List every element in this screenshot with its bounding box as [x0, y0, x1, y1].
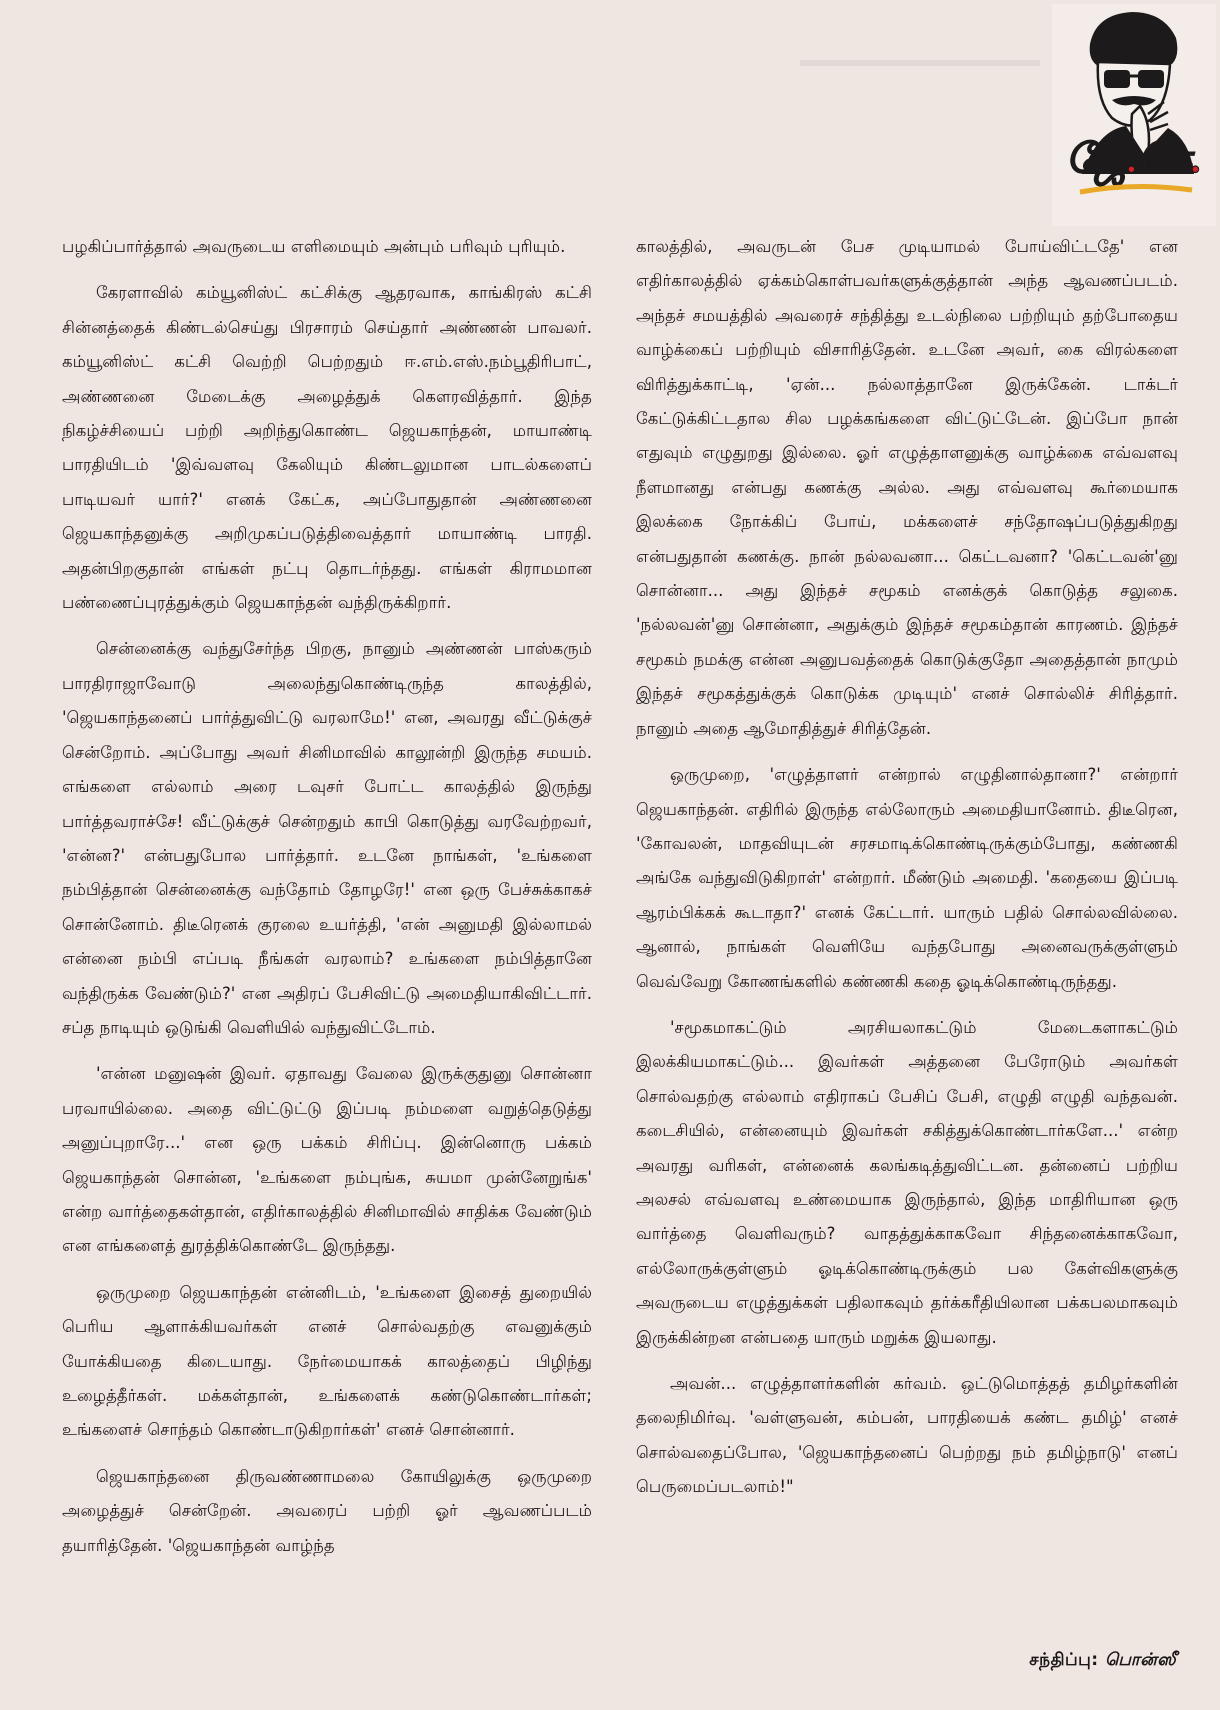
byline-label: சந்திப்பு:	[1029, 1650, 1099, 1670]
portrait-sketch-icon	[1052, 4, 1216, 226]
left-paragraph-5: ஒருமுறை ஜெயகாந்தன் என்னிடம், 'உங்களை இசைத் துறையில் பெரிய ஆளாக்கியவர்கள் எனச் சொல்வதற்கு எவனுக்கும் யோக்கியதை கிடையாது. நேர்மையாகக் காலத்தைப் பிழிந்து உழைத்தீர்கள். மக்கள்தான், உங்களைக் கண்டுகொண்டார்கள்; உங்களைச் சொந்தம் கொண்டாடுகிறார்கள்' எனச் சொன்னார்.	[62, 1282, 592, 1440]
right-paragraph-2: ஒருமுறை, 'எழுத்தாளர் என்றால் எழுதினால்தானா?' என்றார் ஜெயகாந்தன். எதிரில் இருந்த எல்லோரும் அமைதியானோம். திடீரென, 'கோவலன், மாதவியுடன் சரசமாடிக்கொண்டிருக்கும்போது, கண்ணகி அங்கே வந்துவிடுகிறாள்' என்றார். மீண்டும் அமைதி. 'கதையை இப்படி ஆரம்பிக்கக் கூடாதா?' எனக் கேட்டார். யாரும் பதில் சொல்லவில்லை. ஆனால், நாங்கள் வெளியே வந்தபோது அனைவருக்குள்ளும் வெவ்வேறு கோணங்களில் கண்ணகி கதை ஓடிக்கொண்டிருந்தது.	[636, 765, 1178, 991]
byline-name: பொன்ஸீ	[1105, 1650, 1176, 1670]
left-paragraph-6: ஜெயகாந்தனை திருவண்ணாமலை கோயிலுக்கு ஒருமுறை அழைத்துச் சென்றேன். அவரைப் பற்றி ஓர் ஆவணப்படம் தயாரித்தேன். 'ஜெயகாந்தன் வாழ்ந்த	[62, 1466, 592, 1555]
right-paragraph-3: 'சமூகமாகட்டும் அரசியலாகட்டும் மேடைகளாகட்டும் இலக்கியமாகட்டும்... இவர்கள் அத்தனை பேரோடும் அவர்கள் சொல்வதற்கு எல்லாம் எதிராகப் பேசிப் பேசி, எழுதி எழுதி வந்தவன். கடைசியில், என்னையும் இவர்கள் சகித்துக்கொண்டார்களே...' என்ற அவரது வரிகள், என்னைக் கலங்கடித்துவிட்டன. தன்னைப் பற்றிய அலசல் எவ்வளவு உண்மையாக இருந்தால், இந்த மாதிரியான ஒரு வார்த்தை வெளிவரும்? வாதத்துக்காகவோ சிந்தனைக்காகவோ, எல்லோருக்குள்ளும் ஓடிக்கொண்டிருக்கும் பல கேள்விகளுக்கு அவருடைய எழுத்துக்கள் பதிலாகவும் தர்க்கரீதியிலான பக்கபலமாகவும் இருக்கின்றன என்பதை யாரும் மறுக்க இயலாது.	[636, 1017, 1178, 1347]
author-portrait-logo	[1052, 4, 1216, 226]
byline	[1029, 1650, 1176, 1672]
left-column	[62, 230, 592, 1563]
right-paragraph-4: அவன்... எழுத்தாளர்களின் கர்வம். ஒட்டுமொத்தத் தமிழர்களின் தலைநிமிர்வு. 'வள்ளுவன், கம்பன், பாரதியைக் கண்ட தமிழ்' எனச் சொல்வதைப்போல, 'ஜெயகாந்தனைப் பெற்றது நம் தமிழ்நாடு' எனப் பெருமைப்படலாம்!"	[636, 1374, 1178, 1497]
left-paragraph-3: சென்னைக்கு வந்துசேர்ந்த பிறகு, நானும் அண்ணன் பாஸ்கரும் பாரதிராஜாவோடு அலைந்துகொண்டிருந்த காலத்தில், 'ஜெயகாந்தனைப் பார்த்துவிட்டு வரலாமே!' என, அவரது வீட்டுக்குச் சென்றோம். அப்போது அவர் சினிமாவில் காலூன்றி இருந்த சமயம். எங்களை எல்லாம் அரை டவுசர் போட்ட காலத்தில் இருந்து பார்த்தவராச்சே! வீட்டுக்குச் சென்றதும் காபி கொடுத்து வரவேற்றவர், 'என்ன?' என்பதுபோல பார்த்தார். உடனே நாங்கள், 'உங்களை நம்பித்தான் சென்னைக்கு வந்தோம் தோழரே!' என ஒரு பேச்சுக்காகச் சொன்னோம். திடீரெனக் குரலை உயர்த்தி, 'என் அனுமதி இல்லாமல் என்னை நம்பி எப்படி நீங்கள் வரலாம்? உங்களை நம்பித்தானே வந்திருக்க வேண்டும்?' என அதிரப் பேசிவிட்டு அமைதியாகிவிட்டார். சப்த நாடியும் ஒடுங்கி வெளியில் வந்துவிட்டோம்.	[62, 639, 592, 1037]
left-paragraph-4: 'என்ன மனுஷன் இவர். ஏதாவது வேலை இருக்குதுனு சொன்னா பரவாயில்லை. அதை விட்டுட்டு இப்படி நம்மளை வறுத்தெடுத்து அனுப்புறாரே...' என ஒரு பக்கம் சிரிப்பு. இன்னொரு பக்கம் ஜெயகாந்தன் சொன்ன, 'உங்களை நம்புங்க, சுயமா முன்னேறுங்க' என்ற வார்த்தைகள்தான், எதிர்காலத்தில் சினிமாவில் சாதிக்க வேண்டும் என எங்களைத் துரத்திக்கொண்டே இருந்தது.	[62, 1064, 592, 1256]
right-column	[636, 230, 1178, 1505]
right-paragraph-1: காலத்தில், அவருடன் பேச முடியாமல் போய்விட்டதே' என எதிர்காலத்தில் ஏக்கம்கொள்பவர்களுக்குத்தான் அந்த ஆவணப்படம். அந்தச் சமயத்தில் அவரைச் சந்தித்து உடல்நிலை பற்றியும் தற்போதைய வாழ்க்கைப் பற்றியும் விசாரித்தேன். உடனே அவர், கை விரல்களை விரித்துக்காட்டி, 'ஏன்... நல்லாத்தானே இருக்கேன். டாக்டர் கேட்டுக்கிட்டதால சில பழக்கங்களை விட்டுட்டேன். இப்போ நான் எதுவும் எழுதுறது இல்லை. ஓர் எழுத்தாளனுக்கு வாழ்க்கை எவ்வளவு நீளமானது என்பது கணக்கு அல்ல. அது எவ்வளவு கூர்மையாக இலக்கை நோக்கிப் போய், மக்களைச் சந்தோஷப்படுத்துகிறது என்பதுதான் கணக்கு. நான் நல்லவனா... கெட்டவனா? 'கெட்டவன்'னு சொன்னா... அது இந்தச் சமூகம் எனக்குக் கொடுத்த சலுகை. 'நல்லவன்'னு சொன்னா, அதுக்கும் இந்தச் சமூகம்தான் காரணம். இந்தச் சமூகம் நமக்கு என்ன அனுபவத்தைக் கொடுக்குதோ அதைத்தான் நாமும் இந்தச் சமூகத்துக்குக் கொடுக்க முடியும்' எனச் சொல்லிச் சிரித்தார். நானும் அதை ஆமோதித்துச் சிரித்தேன்.	[636, 237, 1178, 738]
show-through-mark	[800, 60, 1040, 66]
left-paragraph-1: பழகிப்பார்த்தால் அவருடைய எளிமையும் அன்பும் பரிவும் புரியும்.	[62, 237, 566, 256]
left-paragraph-2: கேரளாவில் கம்யூனிஸ்ட் கட்சிக்கு ஆதரவாக, காங்கிரஸ் கட்சி சின்னத்தைக் கிண்டல்செய்து பிரசாரம் செய்தார் அண்ணன் பாவலர். கம்யூனிஸ்ட் கட்சி வெற்றி பெற்றதும் ஈ.எம்.எஸ்.நம்பூதிரிபாட், அண்ணனை மேடைக்கு அழைத்துக் கௌரவித்தார். இந்த நிகழ்ச்சியைப் பற்றி அறிந்துகொண்ட ஜெயகாந்தன், மாயாண்டி பாரதியிடம் 'இவ்வளவு கேலியும் கிண்டலுமான பாடல்களைப் பாடியவர் யார்?' எனக் கேட்க, அப்போதுதான் அண்ணனை ஜெயகாந்தனுக்கு அறிமுகப்படுத்திவைத்தார் மாயாண்டி பாரதி. அதன்பிறகுதான் எங்கள் நட்பு தொடர்ந்தது. எங்கள் கிராமமான பண்ணைப்புரத்துக்கும் ஜெயகாந்தன் வந்திருக்கிறார்.	[62, 283, 592, 613]
signature-text: ஜே.கே.	[1066, 136, 1202, 181]
